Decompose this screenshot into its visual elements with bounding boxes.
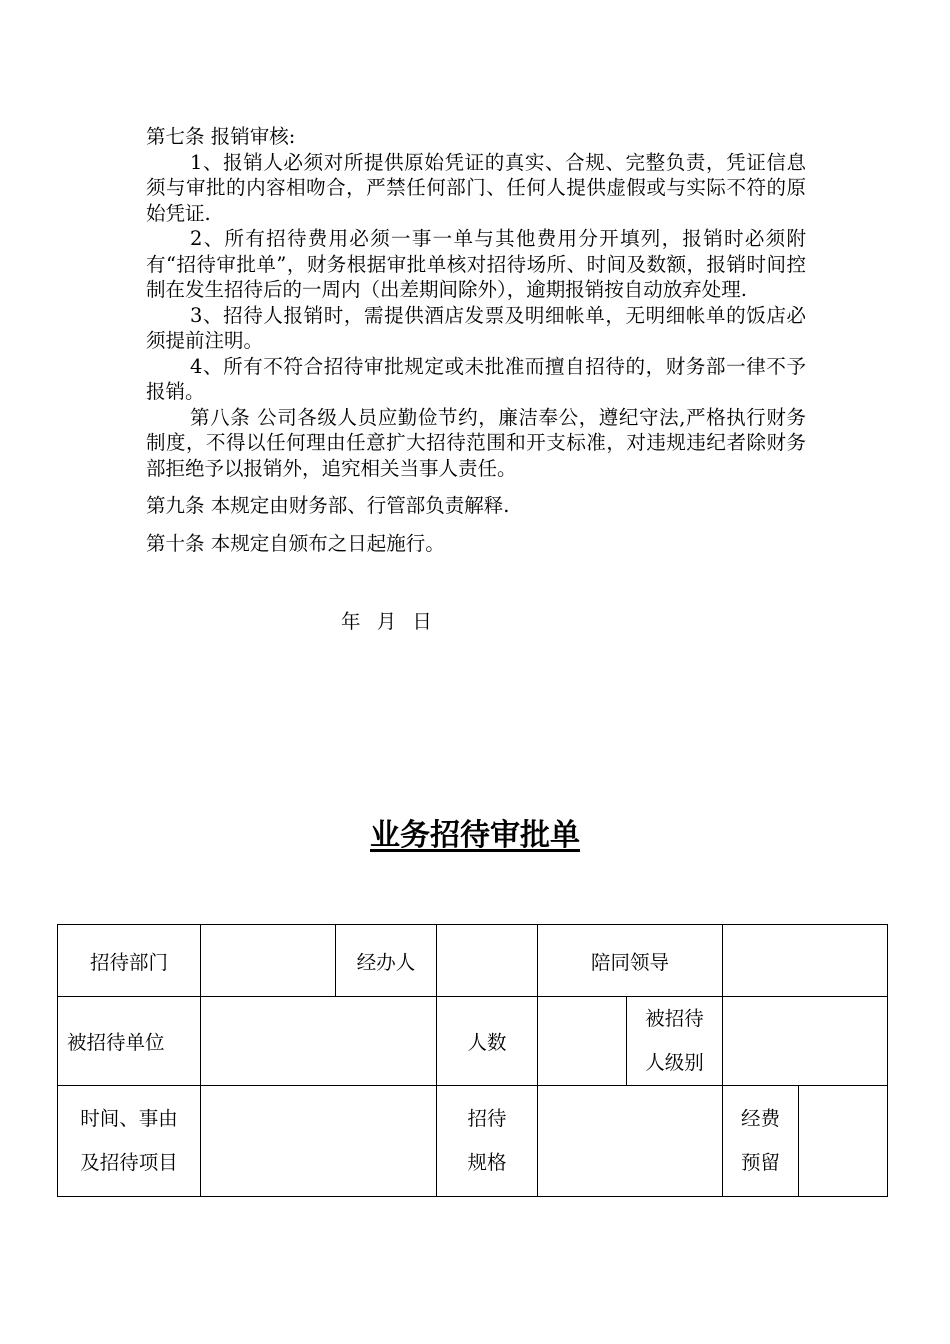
time-reason-label-line-2: 及招待项目 <box>80 1151 178 1174</box>
guest-level-label <box>627 997 723 1086</box>
form-row-3 <box>58 1086 888 1197</box>
guest-level-field[interactable] <box>723 997 888 1086</box>
form-row-1 <box>58 925 888 997</box>
time-reason-label <box>58 1086 201 1197</box>
article-7-item-3: 3、招待人报销时，需提供酒店发票及明细帐单，无明细帐单的饭店必须提前注明。 <box>146 303 806 352</box>
standard-label-line-1: 招待 <box>467 1107 507 1130</box>
department-label: 招待部门 <box>58 925 201 997</box>
standard-label-line-2: 规格 <box>467 1151 507 1174</box>
handler-field[interactable] <box>437 925 538 997</box>
standard-field[interactable] <box>538 1086 723 1197</box>
guest-level-label-line-1: 被招待 <box>645 1007 704 1030</box>
department-field[interactable] <box>201 925 336 997</box>
guest-unit-field[interactable] <box>201 997 437 1086</box>
accompanying-leader-field[interactable] <box>723 925 888 997</box>
headcount-label: 人数 <box>437 997 538 1086</box>
accompanying-leader-label: 陪同领导 <box>538 925 723 997</box>
guest-unit-label: 被招待单位 <box>58 997 201 1086</box>
article-7-item-4: 4、所有不符合招待审批规定或未批准而擅自招待的，财务部一律不予报销。 <box>146 354 806 403</box>
budget-label-line-1: 经费 <box>741 1107 781 1130</box>
article-8: 第八条 公司各级人员应勤俭节约，廉洁奉公，遵纪守法,严格执行财务制度，不得以任何理由任意扩大招待范围和开支标准，对违规违纪者除财务部拒绝予以报销外，追究相关当事人责任。 <box>146 405 806 480</box>
time-reason-field[interactable] <box>201 1086 437 1197</box>
article-9: 第九条 本规定由财务部、行管部负责解释. <box>146 494 510 517</box>
date-line: 年 月 日 <box>341 610 432 633</box>
handler-label: 经办人 <box>336 925 437 997</box>
article-7-item-2: 2、所有招待费用必须一事一单与其他费用分开填列，报销时必须附有“招待审批单”，财务根据审批单核对招待场所、时间及数额，报销时间控制在发生招待后的一周内（出差期间除外），逾期报销按自动放弃处理. <box>146 227 806 301</box>
standard-label <box>437 1086 538 1197</box>
form-title: 业务招待审批单 <box>370 818 580 853</box>
article-10: 第十条 本规定自颁布之日起施行。 <box>146 531 445 555</box>
article-7-item-1: 1、报销人必须对所提供原始凭证的真实、合规、完整负责，凭证信息须与审批的内容相吻合，严禁任何部门、任何人提供虚假或与实际不符的原始凭证. <box>146 150 806 225</box>
guest-level-label-line-2: 人级别 <box>645 1051 704 1074</box>
time-reason-label-line-1: 时间、事由 <box>80 1107 178 1130</box>
form-row-2 <box>58 997 888 1086</box>
budget-field[interactable] <box>799 1086 888 1197</box>
regulation-text <box>146 124 806 556</box>
article-7-heading: 第七条 报销审核: <box>146 125 296 148</box>
headcount-field[interactable] <box>538 997 627 1086</box>
approval-form-table <box>57 924 888 1197</box>
budget-label-line-2: 预留 <box>741 1151 781 1174</box>
budget-label <box>723 1086 799 1197</box>
